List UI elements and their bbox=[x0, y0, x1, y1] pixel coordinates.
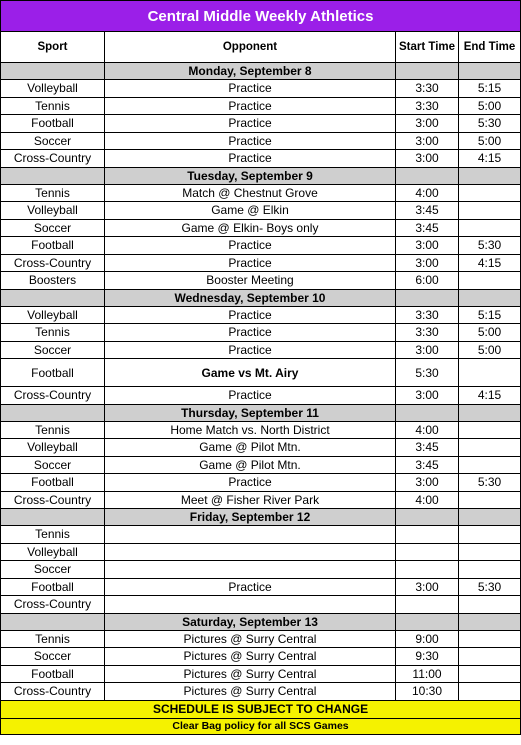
sport-cell: Volleyball bbox=[1, 80, 105, 98]
day-header-blank bbox=[1, 509, 105, 526]
day-header-label: Thursday, September 11 bbox=[105, 404, 396, 421]
table-row bbox=[1, 184, 521, 202]
table-row bbox=[1, 630, 521, 648]
end-time-cell: 4:15 bbox=[459, 254, 521, 272]
opponent-cell: Game @ Pilot Mtn. bbox=[105, 439, 396, 457]
opponent-cell: Practice bbox=[105, 132, 396, 150]
start-time-cell: 3:30 bbox=[396, 324, 459, 342]
end-time-cell: 5:30 bbox=[459, 115, 521, 133]
start-time-cell bbox=[396, 596, 459, 614]
start-time-cell: 3:00 bbox=[396, 387, 459, 405]
start-time-cell: 6:00 bbox=[396, 272, 459, 290]
sport-cell: Tennis bbox=[1, 184, 105, 202]
day-header-blank bbox=[459, 289, 521, 306]
end-time-cell bbox=[459, 683, 521, 701]
opponent-cell bbox=[105, 543, 396, 561]
sport-cell: Cross-Country bbox=[1, 683, 105, 701]
start-time-cell: 9:30 bbox=[396, 648, 459, 666]
table-row bbox=[1, 80, 521, 98]
end-time-cell bbox=[459, 526, 521, 544]
table-row bbox=[1, 596, 521, 614]
day-header-blank bbox=[1, 167, 105, 184]
sport-cell: Soccer bbox=[1, 561, 105, 579]
start-time-cell: 3:45 bbox=[396, 456, 459, 474]
opponent-cell: Practice bbox=[105, 80, 396, 98]
day-header-blank bbox=[396, 63, 459, 80]
table-row bbox=[1, 474, 521, 492]
column-header-opponent: Opponent bbox=[105, 32, 396, 63]
opponent-cell: Game @ Elkin bbox=[105, 202, 396, 220]
day-header-blank bbox=[1, 63, 105, 80]
table-row bbox=[1, 272, 521, 290]
table-row bbox=[1, 578, 521, 596]
day-header-label: Friday, September 12 bbox=[105, 509, 396, 526]
page-title: Central Middle Weekly Athletics bbox=[1, 1, 521, 32]
opponent-cell bbox=[105, 596, 396, 614]
sport-cell: Football bbox=[1, 237, 105, 255]
sport-cell: Cross-Country bbox=[1, 387, 105, 405]
sport-cell: Cross-Country bbox=[1, 491, 105, 509]
opponent-cell: Practice bbox=[105, 254, 396, 272]
end-time-cell bbox=[459, 648, 521, 666]
day-header-row bbox=[1, 289, 521, 306]
end-time-cell bbox=[459, 202, 521, 220]
sport-cell: Volleyball bbox=[1, 202, 105, 220]
day-header-blank bbox=[1, 404, 105, 421]
opponent-cell: Game @ Pilot Mtn. bbox=[105, 456, 396, 474]
end-time-cell bbox=[459, 630, 521, 648]
start-time-cell: 10:30 bbox=[396, 683, 459, 701]
end-time-cell bbox=[459, 665, 521, 683]
sport-cell: Volleyball bbox=[1, 306, 105, 324]
table-row bbox=[1, 202, 521, 220]
sport-cell: Soccer bbox=[1, 132, 105, 150]
start-time-cell: 3:00 bbox=[396, 115, 459, 133]
start-time-cell: 3:30 bbox=[396, 80, 459, 98]
end-time-cell: 5:30 bbox=[459, 578, 521, 596]
day-header-row bbox=[1, 63, 521, 80]
table-row bbox=[1, 543, 521, 561]
table-row bbox=[1, 150, 521, 168]
opponent-cell: Practice bbox=[105, 150, 396, 168]
day-header-row bbox=[1, 613, 521, 630]
table-row bbox=[1, 115, 521, 133]
column-header-end-time: End Time bbox=[459, 32, 521, 63]
sport-cell: Boosters bbox=[1, 272, 105, 290]
end-time-cell bbox=[459, 456, 521, 474]
start-time-cell: 4:00 bbox=[396, 491, 459, 509]
start-time-cell: 3:00 bbox=[396, 578, 459, 596]
table-row bbox=[1, 561, 521, 579]
opponent-cell: Meet @ Fisher River Park bbox=[105, 491, 396, 509]
end-time-cell: 4:15 bbox=[459, 387, 521, 405]
table-row bbox=[1, 341, 521, 359]
opponent-cell: Pictures @ Surry Central bbox=[105, 648, 396, 666]
end-time-cell bbox=[459, 561, 521, 579]
sport-cell: Cross-Country bbox=[1, 596, 105, 614]
end-time-cell: 5:00 bbox=[459, 132, 521, 150]
day-header-blank bbox=[459, 404, 521, 421]
schedule-change-note: SCHEDULE IS SUBJECT TO CHANGE bbox=[1, 700, 521, 718]
opponent-cell: Practice bbox=[105, 578, 396, 596]
day-header-blank bbox=[459, 63, 521, 80]
start-time-cell: 3:30 bbox=[396, 97, 459, 115]
start-time-cell: 3:00 bbox=[396, 254, 459, 272]
opponent-cell bbox=[105, 561, 396, 579]
day-header-label: Saturday, September 13 bbox=[105, 613, 396, 630]
day-header-blank bbox=[396, 509, 459, 526]
opponent-cell: Practice bbox=[105, 97, 396, 115]
day-header-row bbox=[1, 167, 521, 184]
end-time-cell bbox=[459, 596, 521, 614]
start-time-cell: 5:30 bbox=[396, 359, 459, 387]
sport-cell: Tennis bbox=[1, 97, 105, 115]
opponent-cell: Game @ Elkin- Boys only bbox=[105, 219, 396, 237]
sport-cell: Soccer bbox=[1, 456, 105, 474]
opponent-cell: Practice bbox=[105, 341, 396, 359]
start-time-cell bbox=[396, 543, 459, 561]
opponent-cell: Game vs Mt. Airy bbox=[105, 359, 396, 387]
end-time-cell: 4:15 bbox=[459, 150, 521, 168]
table-row bbox=[1, 219, 521, 237]
start-time-cell: 3:00 bbox=[396, 474, 459, 492]
opponent-cell: Home Match vs. North District bbox=[105, 421, 396, 439]
opponent-cell: Pictures @ Surry Central bbox=[105, 665, 396, 683]
start-time-cell: 3:30 bbox=[396, 306, 459, 324]
end-time-cell bbox=[459, 439, 521, 457]
table-row bbox=[1, 491, 521, 509]
sport-cell: Tennis bbox=[1, 630, 105, 648]
sport-cell: Soccer bbox=[1, 219, 105, 237]
start-time-cell: 9:00 bbox=[396, 630, 459, 648]
table-row bbox=[1, 237, 521, 255]
end-time-cell: 5:00 bbox=[459, 97, 521, 115]
start-time-cell bbox=[396, 526, 459, 544]
day-header-label: Wednesday, September 10 bbox=[105, 289, 396, 306]
day-header-blank bbox=[459, 509, 521, 526]
opponent-cell: Match @ Chestnut Grove bbox=[105, 184, 396, 202]
table-row bbox=[1, 97, 521, 115]
column-header-start-time: Start Time bbox=[396, 32, 459, 63]
clear-bag-note: Clear Bag policy for all SCS Games bbox=[1, 718, 521, 734]
table-row bbox=[1, 439, 521, 457]
sport-cell: Soccer bbox=[1, 648, 105, 666]
sport-cell: Cross-Country bbox=[1, 254, 105, 272]
day-header-label: Tuesday, September 9 bbox=[105, 167, 396, 184]
end-time-cell: 5:00 bbox=[459, 324, 521, 342]
start-time-cell: 3:00 bbox=[396, 132, 459, 150]
day-header-blank bbox=[459, 167, 521, 184]
day-header-blank bbox=[1, 289, 105, 306]
opponent-cell bbox=[105, 526, 396, 544]
opponent-cell: Pictures @ Surry Central bbox=[105, 683, 396, 701]
sport-cell: Football bbox=[1, 115, 105, 133]
schedule-body bbox=[1, 63, 521, 735]
day-header-blank bbox=[396, 613, 459, 630]
sport-cell: Football bbox=[1, 665, 105, 683]
end-time-cell: 5:00 bbox=[459, 341, 521, 359]
table-row bbox=[1, 526, 521, 544]
day-header-label: Monday, September 8 bbox=[105, 63, 396, 80]
end-time-cell bbox=[459, 491, 521, 509]
end-time-cell bbox=[459, 543, 521, 561]
day-header-blank bbox=[396, 289, 459, 306]
day-header-blank bbox=[396, 167, 459, 184]
start-time-cell: 3:45 bbox=[396, 439, 459, 457]
day-header-row bbox=[1, 404, 521, 421]
start-time-cell: 4:00 bbox=[396, 421, 459, 439]
end-time-cell bbox=[459, 359, 521, 387]
table-row bbox=[1, 359, 521, 387]
schedule-change-note-row bbox=[1, 700, 521, 718]
end-time-cell: 5:15 bbox=[459, 80, 521, 98]
table-row bbox=[1, 132, 521, 150]
opponent-cell: Practice bbox=[105, 387, 396, 405]
sport-cell: Cross-Country bbox=[1, 150, 105, 168]
table-row bbox=[1, 306, 521, 324]
start-time-cell bbox=[396, 561, 459, 579]
opponent-cell: Practice bbox=[105, 306, 396, 324]
table-row bbox=[1, 683, 521, 701]
start-time-cell: 3:00 bbox=[396, 150, 459, 168]
sport-cell: Football bbox=[1, 359, 105, 387]
start-time-cell: 3:00 bbox=[396, 341, 459, 359]
day-header-row bbox=[1, 509, 521, 526]
sport-cell: Volleyball bbox=[1, 439, 105, 457]
column-header-sport: Sport bbox=[1, 32, 105, 63]
end-time-cell bbox=[459, 421, 521, 439]
end-time-cell: 5:15 bbox=[459, 306, 521, 324]
opponent-cell: Practice bbox=[105, 474, 396, 492]
sport-cell: Soccer bbox=[1, 341, 105, 359]
opponent-cell: Practice bbox=[105, 324, 396, 342]
start-time-cell: 3:45 bbox=[396, 219, 459, 237]
sport-cell: Tennis bbox=[1, 421, 105, 439]
opponent-cell: Booster Meeting bbox=[105, 272, 396, 290]
end-time-cell bbox=[459, 219, 521, 237]
sport-cell: Tennis bbox=[1, 526, 105, 544]
table-row bbox=[1, 254, 521, 272]
end-time-cell bbox=[459, 184, 521, 202]
table-row bbox=[1, 456, 521, 474]
end-time-cell: 5:30 bbox=[459, 237, 521, 255]
table-row bbox=[1, 665, 521, 683]
day-header-blank bbox=[459, 613, 521, 630]
opponent-cell: Pictures @ Surry Central bbox=[105, 630, 396, 648]
table-row bbox=[1, 421, 521, 439]
sport-cell: Football bbox=[1, 578, 105, 596]
opponent-cell: Practice bbox=[105, 115, 396, 133]
table-row bbox=[1, 387, 521, 405]
start-time-cell: 3:00 bbox=[396, 237, 459, 255]
day-header-blank bbox=[396, 404, 459, 421]
start-time-cell: 11:00 bbox=[396, 665, 459, 683]
table-row bbox=[1, 648, 521, 666]
opponent-cell: Practice bbox=[105, 237, 396, 255]
end-time-cell bbox=[459, 272, 521, 290]
sport-cell: Volleyball bbox=[1, 543, 105, 561]
start-time-cell: 4:00 bbox=[396, 184, 459, 202]
table-row bbox=[1, 324, 521, 342]
end-time-cell: 5:30 bbox=[459, 474, 521, 492]
clear-bag-note-row bbox=[1, 718, 521, 734]
day-header-blank bbox=[1, 613, 105, 630]
start-time-cell: 3:45 bbox=[396, 202, 459, 220]
sport-cell: Football bbox=[1, 474, 105, 492]
sport-cell: Tennis bbox=[1, 324, 105, 342]
